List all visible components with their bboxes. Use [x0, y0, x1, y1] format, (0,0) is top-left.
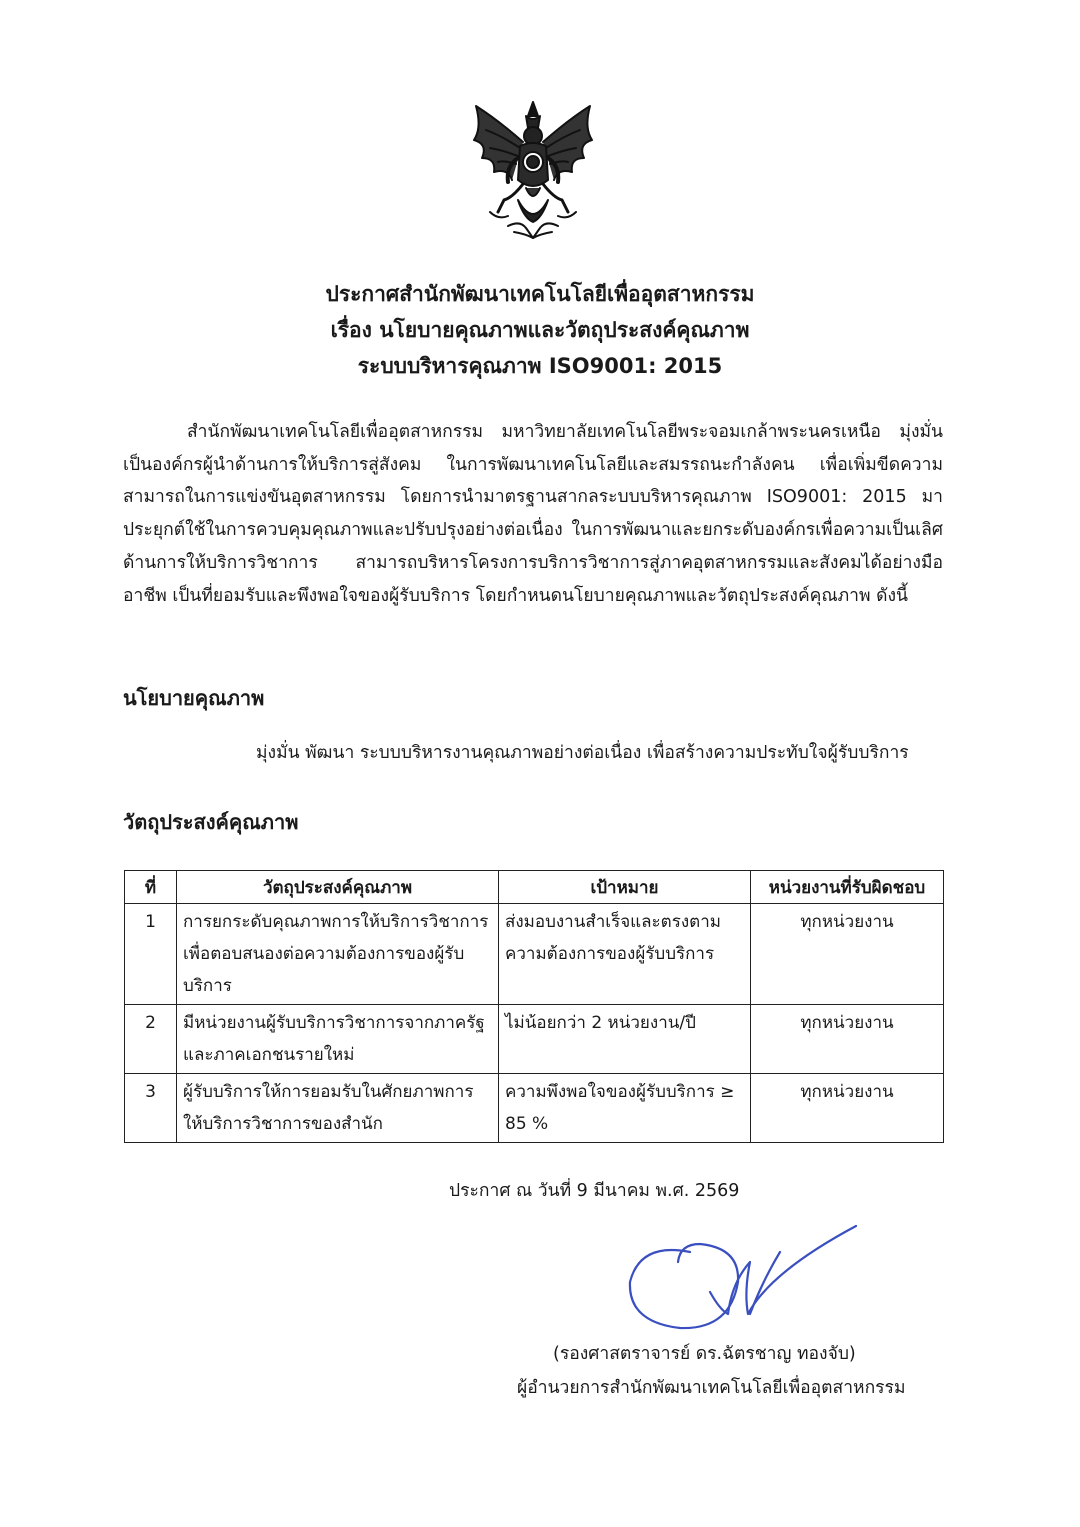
header-objective: วัตถุประสงค์คุณภาพ: [177, 871, 499, 904]
table-row: [125, 1005, 944, 1074]
header-unit: หน่วยงานที่รับผิดชอบ: [751, 871, 944, 904]
header-target: เป้าหมาย: [499, 871, 751, 904]
signature-icon: [620, 1222, 860, 1342]
announcement-date: ประกาศ ณ วันที่ 9 มีนาคม พ.ศ. 2569: [449, 1181, 740, 1201]
objectives-heading: วัตถุประสงค์คุณภาพ: [123, 810, 299, 834]
row-target: ไม่น้อยกว่า 2 หน่วยงาน/ปี: [499, 1005, 751, 1074]
document-title: [0, 276, 1080, 384]
row-target: ความพึงพอใจของผู้รับบริการ ≥ 85 %: [499, 1074, 751, 1143]
row-unit: ทุกหน่วยงาน: [751, 1005, 944, 1074]
objectives-table: [124, 870, 944, 1143]
row-objective: มีหน่วยงานผู้รับบริการวิชาการจากภาครัฐและภาคเอกชนรายใหม่: [177, 1005, 499, 1074]
title-line-2: เรื่อง นโยบายคุณภาพและวัตถุประสงค์คุณภาพ: [330, 318, 750, 342]
policy-heading: นโยบายคุณภาพ: [123, 686, 265, 710]
row-target: ส่งมอบงานสำเร็จและตรงตามความต้องการของผู้รับบริการ: [499, 904, 751, 1005]
intro-paragraph: สำนักพัฒนาเทคโนโลยีเพื่ออุตสาหกรรม มหาวิทยาลัยเทคโนโลยีพระจอมเกล้าพระนครเหนือ มุ่งมั่นเป็นองค์กรผู้นำด้านการให้บริการสู่สังคม ในการพัฒนาเทคโนโลยีและสมรรถนะกำลังคน เพื่อเพิ่มขีดความสามารถในการแข่งขันอุตสาหกรรม โดยการนำมาตรฐานสากลระบบบริหารคุณภาพ ISO9001: 2015 มาประยุกต์ใช้ในการควบคุมคุณภาพและปรับปรุงอย่างต่อเนื่อง ในการพัฒนาและยกระดับองค์กรเพื่อความเป็นเลิศด้านการให้บริการวิชาการ สามารถบริหารโครงการบริการวิชาการสู่ภาคอุตสาหกรรมและสังคมได้อย่างมืออาชีพ เป็นที่ยอมรับและพึงพอใจของผู้รับบริการ โดยกำหนดนโยบายคุณภาพและวัตถุประสงค์คุณภาพ ดังนี้: [123, 422, 943, 606]
row-number: 2: [125, 1005, 177, 1074]
table-header-row: [125, 871, 944, 904]
row-number: 3: [125, 1074, 177, 1143]
garuda-emblem-icon: [468, 100, 598, 240]
signer-name: (รองศาสตราจารย์ ดร.ฉัตรชาญ ทองจับ): [553, 1344, 856, 1364]
table-row: [125, 1074, 944, 1143]
table-row: [125, 904, 944, 1005]
row-objective: การยกระดับคุณภาพการให้บริการวิชาการเพื่อตอบสนองต่อความต้องการของผู้รับบริการ: [177, 904, 499, 1005]
row-number: 1: [125, 904, 177, 1005]
signer-title: ผู้อำนวยการสำนักพัฒนาเทคโนโลยีเพื่ออุตสาหกรรม: [517, 1378, 906, 1398]
title-line-1: ประกาศสำนักพัฒนาเทคโนโลยีเพื่ออุตสาหกรรม: [325, 282, 755, 306]
row-unit: ทุกหน่วยงาน: [751, 1074, 944, 1143]
header-no: ที่: [125, 871, 177, 904]
row-objective: ผู้รับบริการให้การยอมรับในศักยภาพการให้บริการวิชาการของสำนัก: [177, 1074, 499, 1143]
policy-text: มุ่งมั่น พัฒนา ระบบบริหารงานคุณภาพอย่างต่อเนื่อง เพื่อสร้างความประทับใจผู้รับบริการ: [256, 743, 909, 763]
row-unit: ทุกหน่วยงาน: [751, 904, 944, 1005]
title-line-3: ระบบบริหารคุณภาพ ISO9001: 2015: [357, 354, 723, 378]
